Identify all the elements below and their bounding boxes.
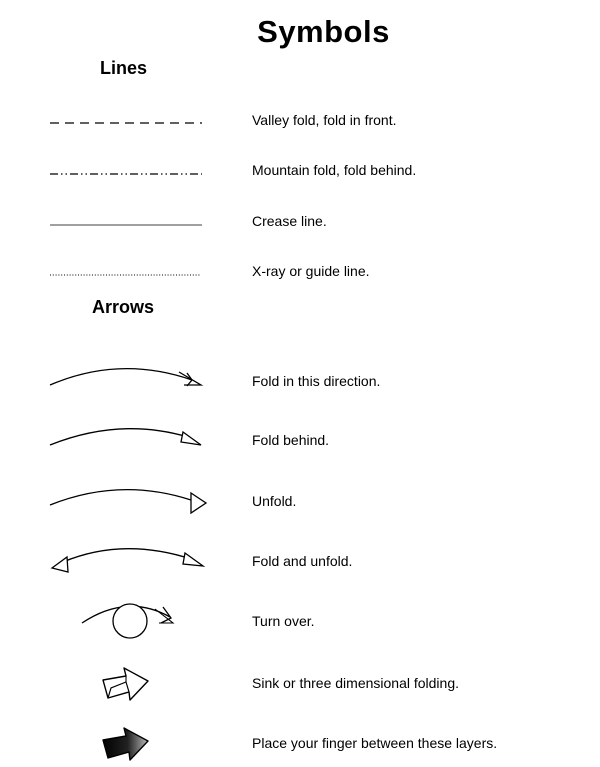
arrow-label-turn-over: Turn over.: [252, 613, 315, 629]
page-title: Symbols: [257, 14, 390, 49]
section-heading-arrows: Arrows: [92, 297, 155, 317]
line-label-valley-fold: Valley fold, fold in front.: [252, 112, 397, 128]
arrow-label-unfold: Unfold.: [252, 493, 297, 509]
fold-and-unfold-arrow-icon: [45, 535, 215, 580]
arrow-label-place-finger: Place your finger between these layers.: [252, 735, 498, 751]
fold-behind-arrow-icon: [45, 415, 210, 455]
unfold-arrow-icon: [45, 475, 215, 520]
line-label-mountain-fold: Mountain fold, fold behind.: [252, 162, 417, 178]
arrow-label-sink: Sink or three dimensional folding.: [252, 675, 460, 691]
arrow-label-fold-behind: Fold behind.: [252, 432, 330, 448]
line-label-crease: Crease line.: [252, 213, 327, 229]
arrow-label-fold-in-direction: Fold in this direction.: [252, 373, 381, 389]
x-ray-guide-line-icon: [50, 270, 205, 280]
arrow-label-fold-and-unfold: Fold and unfold.: [252, 553, 353, 569]
section-heading-lines: Lines: [100, 58, 148, 78]
valley-fold-line-icon: [50, 118, 205, 128]
sink-arrow-icon: [98, 662, 158, 707]
mountain-fold-line-icon: [50, 169, 205, 179]
fold-in-direction-arrow-icon: [45, 355, 210, 395]
place-finger-arrow-icon: [98, 722, 158, 767]
turn-over-arrow-icon: [75, 595, 185, 645]
line-label-x-ray: X-ray or guide line.: [252, 263, 370, 279]
crease-line-icon: [50, 220, 205, 230]
